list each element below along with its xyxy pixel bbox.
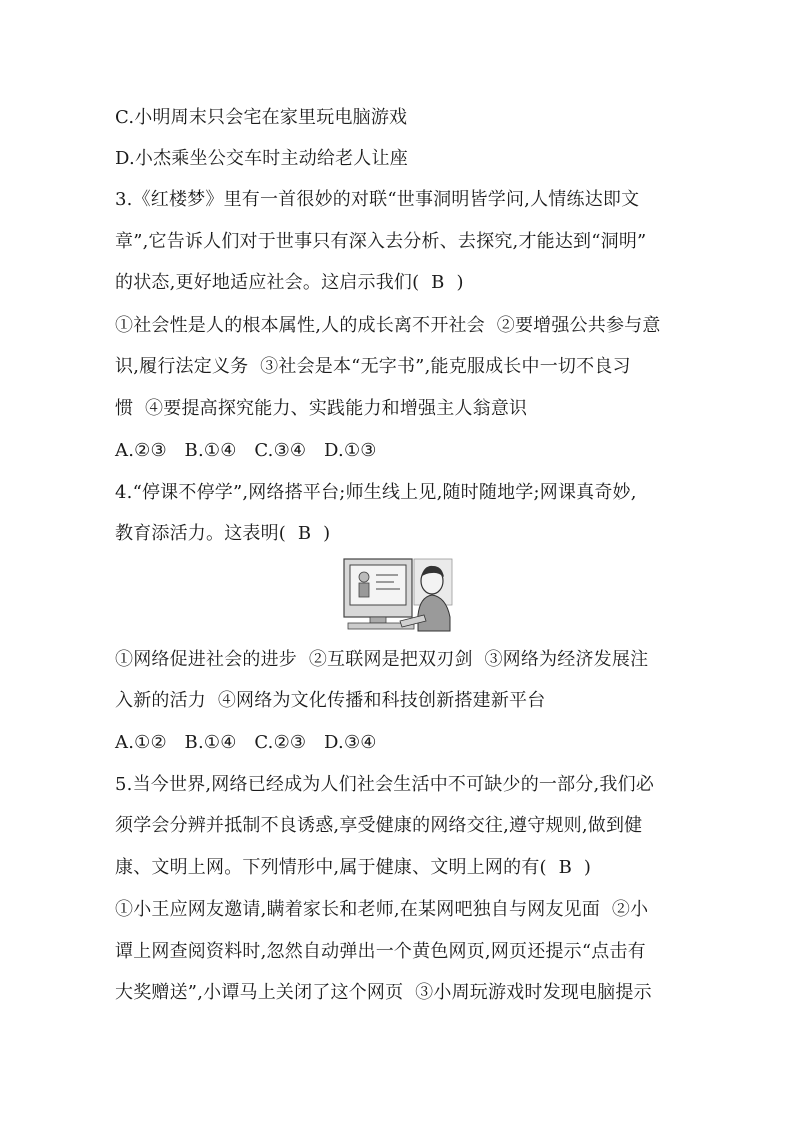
question-3-statements-line-2: 识,履行法定义务 ③社会是本“无字书”,能克服成长中一切不良习 (115, 356, 631, 377)
question-4-statements-line-1: ①网络促进社会的进步 ②互联网是把双刃剑 ③网络为经济发展注 (115, 649, 649, 670)
question-5-statements-line-1: ①小王应网友邀请,瞒着家长和老师,在某网吧独自与网友见面 ②小 (115, 899, 649, 920)
question-4-options: A.①② B.①④ C.②③ D.③④ (115, 732, 377, 753)
question-3-line-3: 的状态,更好地适应社会。这启示我们( B ) (115, 272, 464, 293)
question-5-statements-line-3: 大奖赠送”,小谭马上关闭了这个网页 ③小周玩游戏时发现电脑提示 (115, 982, 652, 1003)
option-c: C.小明周末只会宅在家里玩电脑游戏 (115, 107, 408, 128)
question-4-line-2: 教育添活力。这表明( B ) (115, 523, 331, 544)
option-d: D.小杰乘坐公交车时主动给老人让座 (115, 148, 408, 169)
question-5-statements-line-2: 谭上网查阅资料时,忽然自动弹出一个黄色网页,网页还提示“点击有 (115, 941, 646, 962)
question-5-line-2: 须学会分辨并抵制不良诱惑,享受健康的网络交往,遵守规则,做到健 (115, 815, 643, 836)
question-3-statements-line-1: ①社会性是人的根本属性,人的成长离不开社会 ②要增强公共参与意 (115, 315, 661, 336)
online-class-illustration (338, 555, 458, 635)
question-5-line-1: 5.当今世界,网络已经成为人们社会生活中不可缺少的一部分,我们必 (115, 774, 655, 795)
question-3-line-2: 章”,它告诉人们对于世事只有深入去分析、去探究,才能达到“洞明” (115, 231, 647, 252)
question-4-line-1: 4.“停课不停学”,网络搭平台;师生线上见,随时随地学;网课真奇妙, (115, 482, 637, 503)
question-3-options: A.②③ B.①④ C.③④ D.①③ (115, 440, 377, 461)
question-3-line-1: 3.《红楼梦》里有一首很妙的对联“世事洞明皆学问,人情练达即文 (115, 189, 640, 210)
question-3-statements-line-3: 惯 ④要提高探究能力、实践能力和增强主人翁意识 (115, 398, 528, 419)
question-5-line-3: 康、文明上网。下列情形中,属于健康、文明上网的有( B ) (115, 857, 592, 878)
question-4-statements-line-2: 入新的活力 ④网络为文化传播和科技创新搭建新平台 (115, 690, 546, 711)
